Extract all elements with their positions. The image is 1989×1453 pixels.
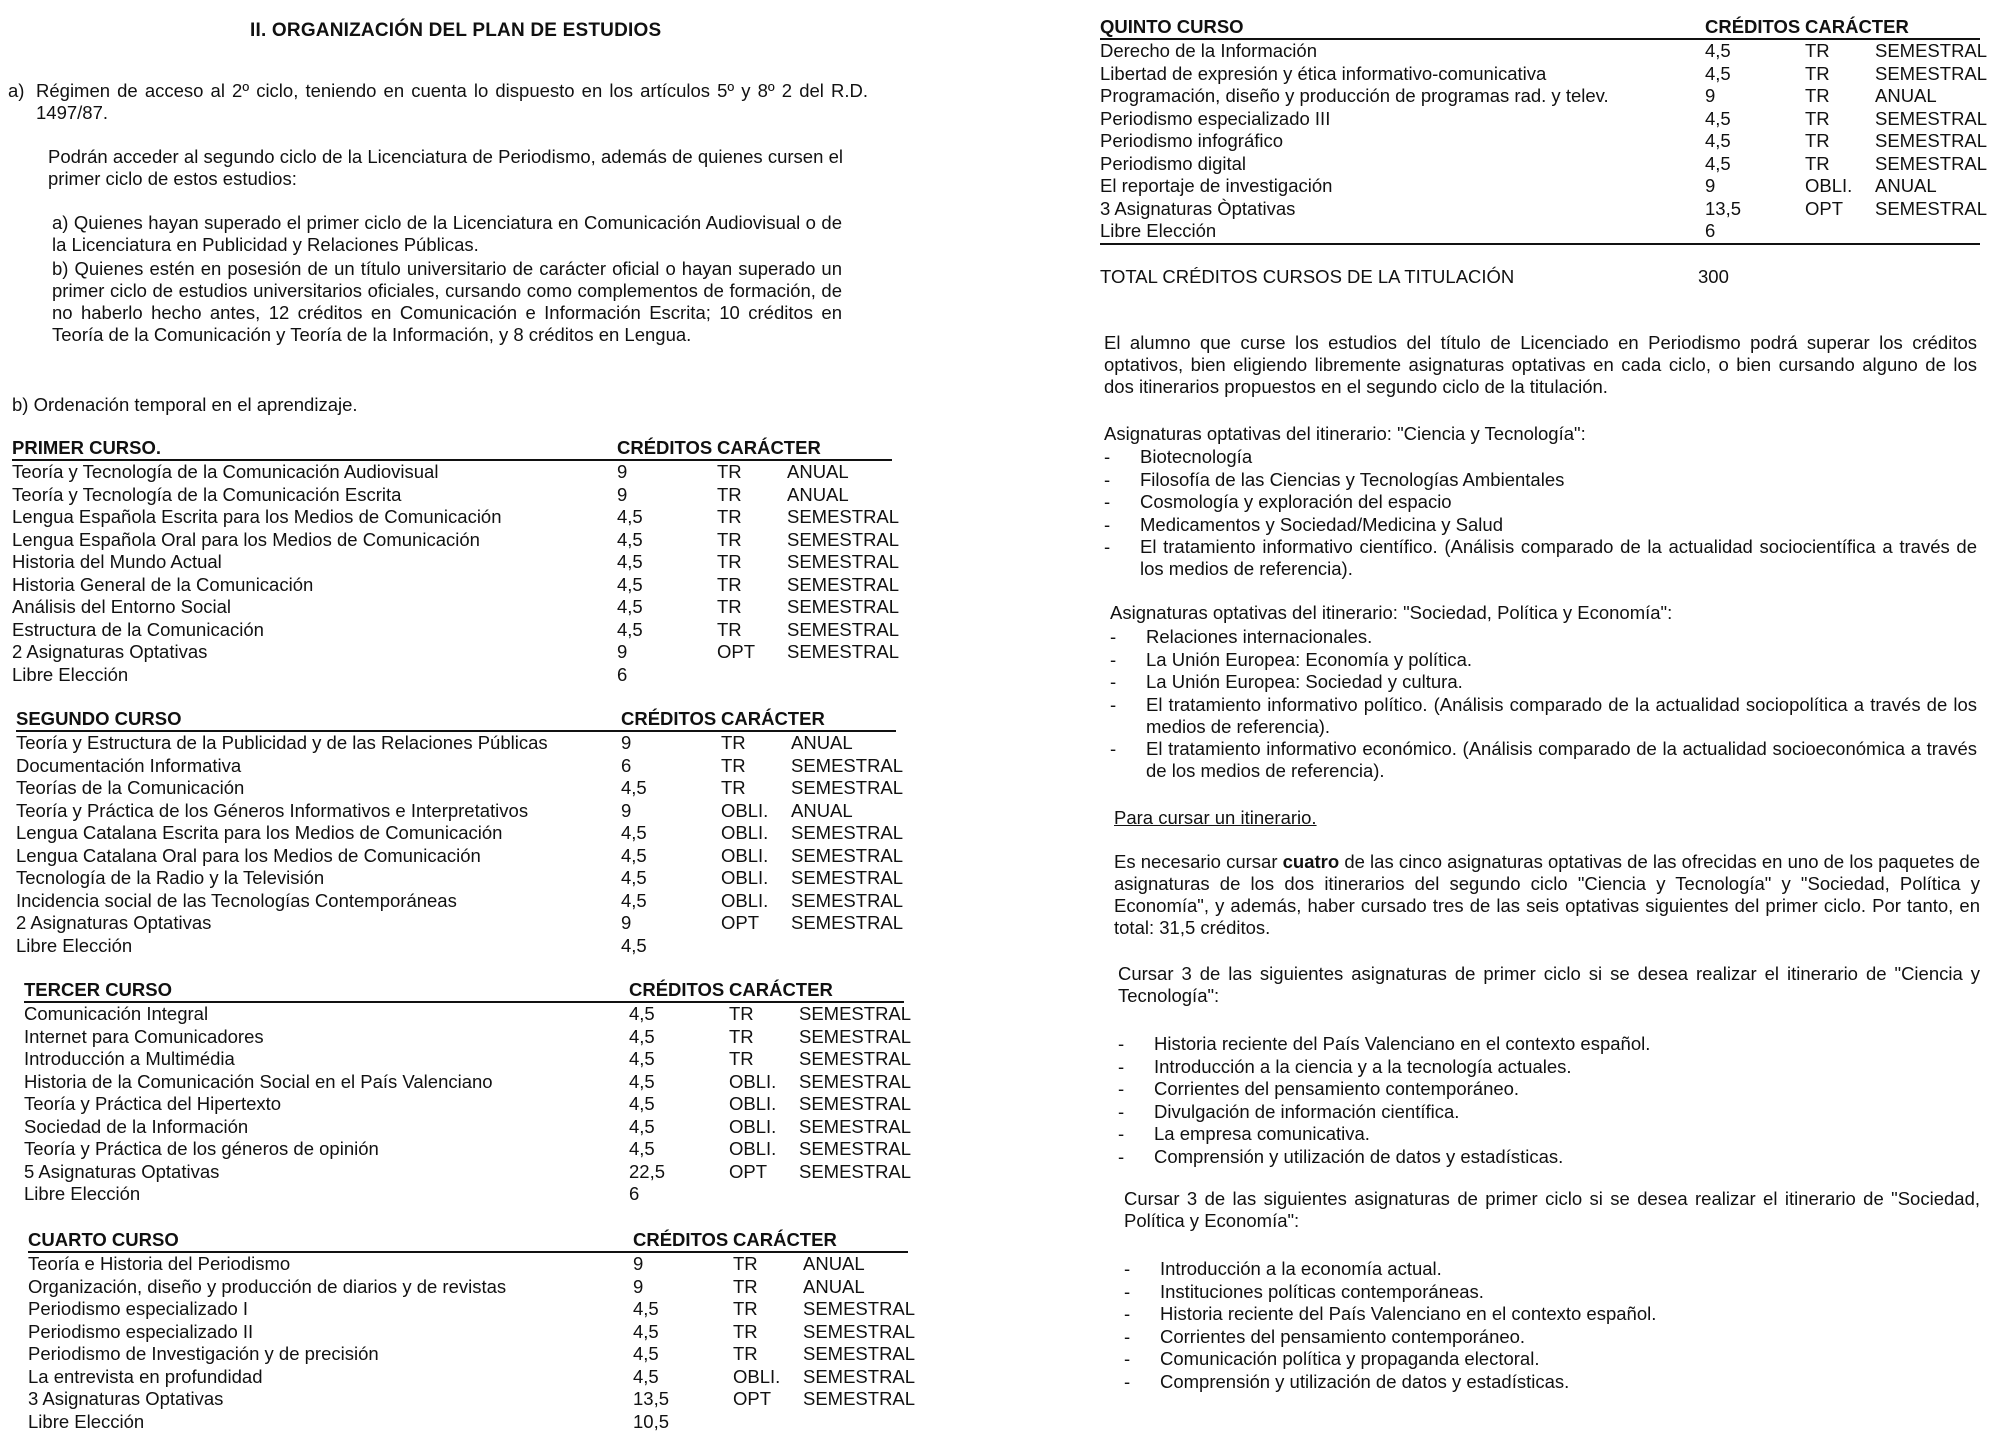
subject-name: 3 Asignaturas Òptativas	[1100, 197, 1296, 219]
subject-credits: 4,5	[621, 822, 647, 843]
subject-type: TR	[721, 732, 746, 753]
subject-name: Derecho de la Información	[1100, 40, 1317, 61]
subject-credits: 4,5	[629, 1093, 655, 1114]
subject-credits: 9	[633, 1275, 644, 1297]
subject-name: Historia del Mundo Actual	[12, 551, 222, 572]
subject-type: TR	[717, 596, 742, 617]
subject-type: TR	[733, 1275, 758, 1297]
course-row	[28, 1343, 916, 1366]
course-header	[1100, 16, 1980, 40]
list-item: - Comprensión y utilización de datos y estadísticas.	[1118, 1146, 1980, 1169]
subject-credits: 4,5	[633, 1365, 659, 1387]
course-row	[12, 506, 900, 529]
course-row	[1100, 107, 1988, 131]
subject-type: OPT	[733, 1388, 772, 1409]
subject-name: Introducción a Multimédia	[24, 1048, 235, 1069]
course-row	[12, 484, 892, 507]
subject-type: OBLI.	[1805, 175, 1853, 196]
subject-duration: SEMESTRAL	[1875, 107, 1988, 129]
course-bottom-rule	[1100, 243, 1980, 245]
credits-header: CRÉDITOS	[1705, 16, 1801, 37]
subject-credits: 9	[621, 799, 632, 821]
subject-duration: SEMESTRAL	[799, 1138, 912, 1159]
subject-name: 5 Asignaturas Optativas	[24, 1160, 220, 1182]
subject-credits: 9	[621, 732, 632, 753]
subject-name: Incidencia social de las Tecnologías Contemporáneas	[16, 889, 457, 911]
subject-duration: ANUAL	[1875, 85, 1937, 106]
itinerary-requirement	[1114, 851, 1980, 939]
subject-credits: 4,5	[633, 1298, 659, 1319]
subject-type: TR	[733, 1320, 758, 1342]
subject-type: OPT	[1805, 197, 1844, 219]
subject-duration: SEMESTRAL	[1875, 130, 1988, 151]
subject-type: TR	[717, 573, 742, 595]
course-row	[24, 1115, 912, 1139]
list-item: - Biotecnología	[1104, 446, 1977, 469]
society-first-cycle-intro: Cursar 3 de las siguientes asignaturas de primer ciclo si se desea realizar el itinerario de "Sociedad, Política y Economía":	[1124, 1188, 1980, 1231]
course-row	[1100, 152, 1988, 176]
course-row	[24, 1093, 912, 1116]
subject-duration: SEMESTRAL	[799, 1093, 912, 1114]
subject-credits: 13,5	[633, 1388, 670, 1409]
course-name: TERCER CURSO	[24, 979, 173, 1000]
course-row	[12, 618, 900, 642]
subject-type: TR	[729, 1003, 754, 1024]
society-first-cycle-list	[1124, 1258, 1980, 1393]
subject-type: TR	[733, 1253, 758, 1274]
course-row	[28, 1298, 916, 1321]
subject-duration: SEMESTRAL	[791, 889, 904, 911]
subject-name: Libre Elección	[24, 1183, 141, 1204]
subject-name: Periodismo digital	[1100, 152, 1247, 174]
subject-credits: 9	[1705, 85, 1716, 106]
subject-name: Historia de la Comunicación Social en el País Valenciano	[24, 1070, 493, 1092]
subject-duration: ANUAL	[803, 1253, 865, 1274]
subject-credits: 4,5	[621, 844, 647, 866]
subject-type: TR	[1805, 130, 1830, 151]
subject-name: Lengua Catalana Escrita para los Medios de Comunicación	[16, 822, 503, 843]
subject-duration: ANUAL	[787, 483, 849, 505]
subject-name: Periodismo especializado III	[1100, 107, 1331, 129]
subject-duration: SEMESTRAL	[787, 506, 900, 527]
subject-credits: 6	[1705, 220, 1716, 241]
subject-duration: SEMESTRAL	[791, 777, 904, 798]
subject-credits: 9	[617, 483, 628, 505]
subject-name: Análisis del Entorno Social	[12, 596, 232, 617]
itinerary-science-list	[1104, 446, 1977, 580]
subject-credits: 9	[617, 641, 628, 662]
subject-name: Tecnología de la Radio y la Televisión	[16, 867, 325, 888]
subject-duration: SEMESTRAL	[803, 1320, 916, 1342]
subject-type: TR	[717, 618, 742, 640]
subject-credits: 4,5	[617, 573, 643, 595]
subject-name: 2 Asignaturas Optativas	[16, 912, 212, 933]
subject-name: Estructura de la Comunicación	[12, 618, 264, 640]
subject-name: Programación, diseño y producción de programas rad. y telev.	[1100, 85, 1609, 106]
course-row	[16, 732, 896, 755]
course-table-quinto	[1100, 16, 1988, 245]
list-item: - La Unión Europea: Economía y política.	[1110, 649, 1977, 672]
subject-credits: 6	[629, 1183, 640, 1204]
course-name: CUARTO CURSO	[28, 1229, 179, 1250]
subject-credits: 4,5	[1705, 40, 1731, 61]
subject-name: Libre Elección	[16, 934, 133, 956]
subject-credits: 4,5	[633, 1320, 659, 1342]
list-item: - Historia reciente del País Valenciano en el contexto español.	[1118, 1033, 1980, 1056]
course-row	[1100, 197, 1988, 221]
list-item: - El tratamiento informativo económico. (Análisis comparado de la actualidad socioeconómica a través de los medios de referencia).	[1110, 738, 1977, 782]
subject-credits: 10,5	[633, 1410, 670, 1432]
subject-duration: SEMESTRAL	[791, 867, 904, 888]
subject-duration: SEMESTRAL	[791, 912, 904, 933]
course-row	[12, 596, 900, 619]
credits-header: CRÉDITOS	[621, 708, 717, 729]
subject-type: TR	[1805, 152, 1830, 174]
subject-credits: 9	[633, 1253, 644, 1274]
subject-type: OBLI.	[721, 889, 769, 911]
subject-credits: 4,5	[629, 1025, 655, 1047]
subject-credits: 4,5	[629, 1138, 655, 1159]
list-item: - La empresa comunicativa.	[1118, 1123, 1980, 1146]
course-header	[24, 979, 904, 1003]
subject-type: TR	[717, 461, 742, 482]
course-row	[24, 1048, 912, 1071]
subject-type: TR	[721, 754, 746, 776]
subject-type: TR	[1805, 107, 1830, 129]
subject-type: OBLI.	[721, 844, 769, 866]
list-item: - La Unión Europea: Sociedad y cultura.	[1110, 671, 1977, 694]
subject-credits: 4,5	[617, 618, 643, 640]
total-credits-label: TOTAL CRÉDITOS CURSOS DE LA TITULACIÓN	[1100, 266, 1515, 287]
science-first-cycle-intro: Cursar 3 de las siguientes asignaturas de primer ciclo si se desea realizar el itinerario de "Ciencia y Tecnología":	[1118, 963, 1980, 1006]
subject-duration: SEMESTRAL	[791, 754, 904, 776]
subject-credits: 4,5	[629, 1003, 655, 1024]
req-bold: cuatro	[1282, 851, 1340, 872]
subject-credits: 4,5	[633, 1343, 659, 1364]
course-table-segundo	[16, 708, 904, 957]
subject-credits: 4,5	[617, 596, 643, 617]
subject-name: Teoría e Historia del Periodismo	[28, 1253, 291, 1274]
itinerary-science-title: Asignaturas optativas del itinerario: "Ciencia y Tecnología":	[1104, 423, 1586, 444]
subject-credits: 4,5	[1705, 107, 1731, 129]
subject-duration: SEMESTRAL	[799, 1048, 912, 1069]
subject-duration: SEMESTRAL	[787, 596, 900, 617]
character-header: CARÁCTER	[729, 979, 833, 1000]
subject-credits: 9	[1705, 175, 1716, 196]
course-row	[1100, 130, 1988, 153]
subject-type: OBLI.	[729, 1138, 777, 1159]
subject-name: La entrevista en profundidad	[28, 1365, 263, 1387]
subject-credits: 4,5	[1705, 152, 1731, 174]
subject-duration: SEMESTRAL	[799, 1025, 912, 1047]
subject-duration: SEMESTRAL	[787, 618, 900, 640]
subject-name: Documentación Informativa	[16, 754, 242, 776]
course-row	[24, 1025, 912, 1049]
subject-type: OPT	[721, 912, 760, 933]
list-item: - El tratamiento informativo político. (Análisis comparado de la actualidad sociopolítica a través de los medios de referencia).	[1110, 694, 1977, 738]
subject-duration: ANUAL	[791, 732, 853, 753]
subject-name: Libertad de expresión y ética informativo-comunicativa	[1100, 62, 1547, 84]
subject-name: Teoría y Tecnología de la Comunicación Escrita	[12, 483, 402, 505]
subject-name: Sociedad de la Información	[24, 1115, 249, 1137]
subject-name: Periodismo infográfico	[1100, 130, 1284, 151]
subject-duration: SEMESTRAL	[803, 1343, 916, 1364]
subject-duration: ANUAL	[803, 1275, 865, 1297]
subject-duration: SEMESTRAL	[791, 844, 904, 866]
course-table-primer	[12, 437, 900, 686]
subject-name: Lengua Española Oral para los Medios de Comunicación	[12, 528, 480, 550]
subject-credits: 4,5	[617, 506, 643, 527]
course-row	[16, 754, 904, 778]
subject-type: OPT	[717, 641, 756, 662]
section-title: II. ORGANIZACIÓN DEL PLAN DE ESTUDIOS	[250, 20, 662, 41]
course-row	[28, 1253, 908, 1276]
subject-type: TR	[717, 483, 742, 505]
subject-duration: SEMESTRAL	[799, 1070, 912, 1092]
itinerary-heading: Para cursar un itinerario.	[1114, 807, 1317, 828]
course-row	[24, 1070, 912, 1094]
subject-duration: SEMESTRAL	[1875, 40, 1988, 61]
subject-name: Organización, diseño y producción de diarios y de revistas	[28, 1275, 507, 1297]
access-intro: Podrán acceder al segundo ciclo de la Licenciatura de Periodismo, además de quienes cursen el primer ciclo de estos estudios:	[48, 146, 843, 189]
subject-type: TR	[733, 1298, 758, 1319]
subject-type: TR	[729, 1048, 754, 1069]
subject-name: Periodismo de Investigación y de precisión	[28, 1343, 379, 1364]
list-item: - Divulgación de información científica.	[1118, 1101, 1980, 1124]
course-row	[16, 777, 904, 800]
course-row	[12, 664, 892, 687]
course-row	[24, 1138, 912, 1161]
subject-type: TR	[733, 1343, 758, 1364]
list-item: - Instituciones políticas contemporáneas.	[1124, 1281, 1980, 1304]
list-item: - Corrientes del pensamiento contemporáneo.	[1118, 1078, 1980, 1101]
itinerary-society-list	[1110, 626, 1977, 782]
subject-credits: 9	[617, 461, 628, 482]
subject-type: OBLI.	[721, 822, 769, 843]
subject-type: OBLI.	[733, 1365, 781, 1387]
subject-name: 2 Asignaturas Optativas	[12, 641, 208, 662]
subject-type: TR	[721, 777, 746, 798]
list-item: - Filosofía de las Ciencias y Tecnologías Ambientales	[1104, 469, 1977, 492]
subject-duration: SEMESTRAL	[791, 822, 904, 843]
access-option-a: a) Quienes hayan superado el primer ciclo de la Licenciatura en Comunicación Audiovisual o de la Licenciatura en Publicidad y Relaciones Públicas.	[52, 212, 842, 255]
course-row	[16, 912, 904, 935]
subject-name: Historia General de la Comunicación	[12, 573, 314, 595]
subject-name: Lengua Española Escrita para los Medios de Comunicación	[12, 506, 502, 527]
subject-name: Teorías de la Comunicación	[16, 777, 245, 798]
subject-duration: SEMESTRAL	[799, 1160, 912, 1182]
course-row	[28, 1276, 908, 1299]
course-name: SEGUNDO CURSO	[16, 708, 182, 729]
req-pre: Es necesario cursar	[1114, 851, 1283, 872]
total-credits-value: 300	[1698, 266, 1729, 287]
subject-type: TR	[717, 528, 742, 550]
course-row	[16, 867, 904, 890]
course-row	[1100, 85, 1980, 108]
subject-name: Libre Elección	[28, 1410, 145, 1432]
subject-duration: SEMESTRAL	[799, 1115, 912, 1137]
subject-duration: SEMESTRAL	[787, 573, 900, 595]
subject-type: TR	[1805, 40, 1830, 61]
course-row	[1100, 175, 1980, 198]
subject-credits: 4,5	[621, 867, 647, 888]
course-row	[28, 1320, 916, 1344]
subject-duration: SEMESTRAL	[799, 1003, 912, 1024]
req-post: de las cinco asignaturas optativas de las ofrecidas en uno de los paquetes de asignaturas de los dos itinerarios del segundo ciclo "Ciencia y Tecnología" y "Sociedad, Política y Economía", y además, haber cursado tres de las seis optativas siguientes del primer ciclo. Por tanto, en total: 31,5 créditos.	[1114, 851, 1980, 938]
course-header	[16, 708, 896, 732]
subject-name: 3 Asignaturas Optativas	[28, 1388, 224, 1409]
item-label: a)	[8, 80, 25, 101]
course-row	[28, 1411, 908, 1434]
subject-duration: SEMESTRAL	[1875, 152, 1988, 174]
list-item: - Introducción a la economía actual.	[1124, 1258, 1980, 1281]
temporal-ordering: b) Ordenación temporal en el aprendizaje.	[12, 394, 358, 415]
subject-type: TR	[729, 1025, 754, 1047]
course-name: QUINTO CURSO	[1100, 16, 1244, 37]
itinerary-society-title: Asignaturas optativas del itinerario: "Sociedad, Política y Economía":	[1110, 602, 1673, 623]
list-item: - Comprensión y utilización de datos y estadísticas.	[1124, 1371, 1980, 1394]
course-row	[28, 1365, 916, 1389]
list-item: - Cosmología y exploración del espacio	[1104, 491, 1977, 514]
subject-credits: 4,5	[617, 528, 643, 550]
subject-name: Periodismo especializado I	[28, 1298, 249, 1319]
list-item: - Corrientes del pensamiento contemporáneo.	[1124, 1326, 1980, 1349]
list-item: - Historia reciente del País Valenciano en el contexto español.	[1124, 1303, 1980, 1326]
credits-header: CRÉDITOS	[629, 979, 725, 1000]
subject-name: Lengua Catalana Oral para los Medios de Comunicación	[16, 844, 481, 866]
character-header: CARÁCTER	[733, 1229, 837, 1250]
subject-credits: 22,5	[629, 1160, 666, 1182]
character-header: CARÁCTER	[1805, 16, 1909, 37]
subject-type: OBLI.	[729, 1093, 777, 1114]
access-option-b: b) Quienes estén en posesión de un título universitario de carácter oficial o hayan superado un primer ciclo de estudios universitarios oficiales, cursando como complementos de formación, de no haberlo hecho antes, 12 créditos en Comunicación e Información Escrita; 10 créditos en Teoría de la Comunicación y Teoría de la Información, y 8 créditos en Lengua.	[52, 258, 842, 345]
course-header	[12, 437, 892, 461]
course-table-cuarto	[28, 1229, 916, 1433]
course-row	[16, 822, 904, 845]
subject-duration: ANUAL	[1875, 175, 1937, 196]
subject-credits: 4,5	[629, 1048, 655, 1069]
subject-type: TR	[717, 551, 742, 572]
subject-duration: SEMESTRAL	[803, 1388, 916, 1409]
list-item: - Comunicación política y propaganda electoral.	[1124, 1348, 1980, 1371]
subject-name: Teoría y Estructura de la Publicidad y de las Relaciones Públicas	[16, 732, 548, 753]
course-row	[1100, 40, 1988, 63]
subject-duration: SEMESTRAL	[803, 1298, 916, 1319]
course-row	[1100, 62, 1988, 86]
course-row	[12, 641, 900, 664]
subject-credits: 4,5	[621, 777, 647, 798]
subject-type: OPT	[729, 1160, 768, 1182]
course-header	[28, 1229, 908, 1253]
course-row	[28, 1388, 916, 1411]
course-row	[12, 461, 892, 484]
course-row	[12, 528, 900, 552]
subject-credits: 4,5	[617, 551, 643, 572]
subject-type: TR	[717, 506, 742, 527]
subject-name: Internet para Comunicadores	[24, 1025, 264, 1047]
subject-name: Libre Elección	[1100, 220, 1217, 241]
subject-credits: 4,5	[629, 1070, 655, 1092]
subject-credits: 13,5	[1705, 197, 1742, 219]
course-row	[1100, 220, 1980, 243]
subject-name: Teoría y Práctica de los Géneros Informativos e Interpretativos	[16, 799, 529, 821]
list-item: - Introducción a la ciencia y a la tecnología actuales.	[1118, 1056, 1980, 1079]
course-row	[12, 551, 900, 574]
credits-header: CRÉDITOS	[617, 437, 713, 458]
list-item: - Relaciones internacionales.	[1110, 626, 1977, 649]
subject-name: Periodismo especializado II	[28, 1320, 254, 1342]
subject-duration: ANUAL	[787, 461, 849, 482]
course-row	[16, 935, 896, 958]
course-row	[16, 800, 896, 823]
subject-type: OBLI.	[729, 1070, 777, 1092]
course-table-tercer	[24, 979, 912, 1206]
subject-credits: 4,5	[621, 934, 647, 956]
subject-duration: SEMESTRAL	[803, 1365, 916, 1387]
character-header: CARÁCTER	[721, 708, 825, 729]
subject-type: OBLI.	[721, 867, 769, 888]
subject-credits: 6	[617, 663, 628, 685]
access-regime-item	[8, 80, 868, 124]
subject-credits: 6	[621, 754, 632, 776]
credits-header: CRÉDITOS	[633, 1229, 729, 1250]
subject-duration: SEMESTRAL	[787, 551, 900, 572]
course-row	[12, 573, 900, 597]
subject-type: TR	[1805, 85, 1830, 106]
subject-name: Libre Elección	[12, 663, 129, 685]
subject-duration: ANUAL	[791, 799, 853, 821]
science-first-cycle-list	[1118, 1033, 1980, 1168]
course-row	[16, 889, 904, 913]
subject-duration: SEMESTRAL	[1875, 62, 1988, 84]
subject-name: Teoría y Práctica del Hipertexto	[24, 1093, 282, 1114]
optional-intro: El alumno que curse los estudios del título de Licenciado en Periodismo podrá superar los créditos optativos, bien eligiendo libremente asignaturas optativas en cada ciclo, o bien cursando alguno de los dos itinerarios propuestos en el segundo ciclo de la titulación.	[1104, 332, 1977, 397]
subject-credits: 4,5	[1705, 130, 1731, 151]
course-row	[24, 1003, 912, 1026]
character-header: CARÁCTER	[717, 437, 821, 458]
subject-duration: SEMESTRAL	[787, 528, 900, 550]
list-item: - El tratamiento informativo científico. (Análisis comparado de la actualidad sociocientífica a través de los medios de referencia).	[1104, 536, 1977, 580]
course-row	[24, 1183, 904, 1206]
subject-name: Comunicación Integral	[24, 1003, 209, 1024]
subject-type: OBLI.	[721, 799, 769, 821]
subject-name: El reportaje de investigación	[1100, 175, 1333, 196]
subject-duration: SEMESTRAL	[787, 641, 900, 662]
subject-credits: 4,5	[621, 889, 647, 911]
course-row	[24, 1160, 912, 1184]
subject-credits: 4,5	[1705, 62, 1731, 84]
subject-credits: 4,5	[629, 1115, 655, 1137]
total-credits-row	[1100, 266, 1980, 288]
list-item: - Medicamentos y Sociedad/Medicina y Salud	[1104, 514, 1977, 537]
subject-type: OBLI.	[729, 1115, 777, 1137]
subject-name: Teoría y Tecnología de la Comunicación Audiovisual	[12, 461, 439, 482]
access-regime-text: Régimen de acceso al 2º ciclo, teniendo en cuenta lo dispuesto en los artículos 5º y 8º 2 del R.D. 1497/87.	[36, 80, 868, 123]
subject-duration: SEMESTRAL	[1875, 197, 1988, 219]
subject-credits: 9	[621, 912, 632, 933]
subject-name: Teoría y Práctica de los géneros de opinión	[24, 1138, 379, 1159]
subject-type: TR	[1805, 62, 1830, 84]
course-name: PRIMER CURSO.	[12, 437, 162, 458]
course-row	[16, 844, 904, 868]
